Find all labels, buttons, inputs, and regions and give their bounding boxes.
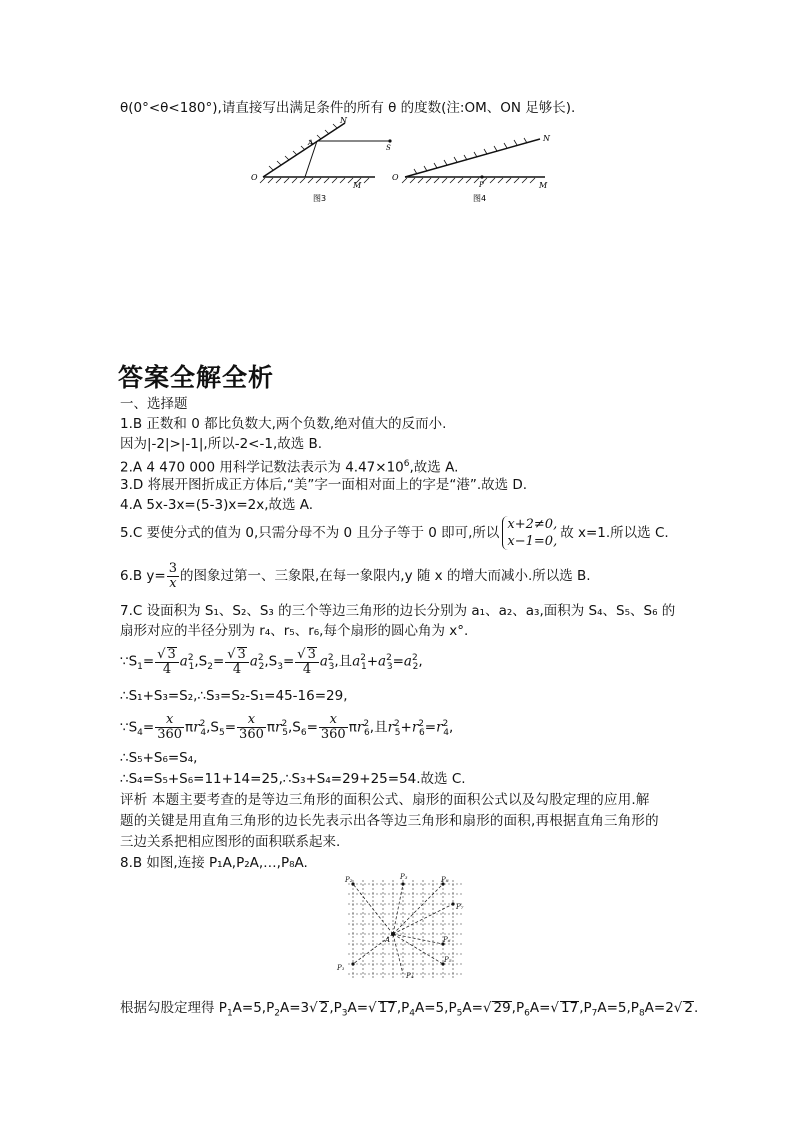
answer-2-tail: ,故选 A. (409, 459, 459, 476)
answer-5-system (502, 516, 557, 550)
section-title: 一、选择题 (120, 396, 188, 412)
figure-3-4 (245, 115, 565, 205)
grid-label-P8: P₈ (441, 876, 449, 884)
answer-5-tail: 故 x=1.所以选 C. (560, 525, 669, 541)
comment-line-2: 题的关键是用直角三角形的边长先表示出各等边三角形和扇形的面积,再根据直角三角形的 (120, 813, 659, 829)
answer-7-formula-areas: $\because S_1=$ $\frac{√ 3}{4}$ $a^2_1,S_2=$ $\frac{√ 3}{4}$ $a^2_2,S_3=$ $\frac{√ 3}{4}$ $a^2_3$,且$a^2_1+a^2_3=a^2_2$, (120, 646, 423, 677)
fraction-denominator: x (169, 575, 177, 591)
comment-line-3: 三边关系把相应图形的面积联系起来. (120, 834, 341, 850)
answer-1-line-1: 1.B 正数和 0 都比负数大,两个负数,绝对值大的反而小. (120, 416, 447, 432)
fig3-label-A: A (308, 139, 314, 147)
fig3-label-M: M (353, 181, 362, 190)
answer-6 (120, 558, 591, 594)
grid-label-P4: P₄ (406, 972, 414, 980)
system-row-2: x−1=0, (507, 534, 558, 549)
fig3-label-S: S (386, 144, 391, 152)
answer-7-line-1: 7.C 设面积为 S₁、S₂、S₃ 的三个等边三角形的边长分别为 a₁、a₂、a₃,面积为 S₄、S₅、S₆ 的 (120, 603, 676, 619)
system-row-1: x+2≠0, (507, 517, 558, 532)
fig4-label-P: P (479, 181, 484, 189)
fig4-label-M: M (539, 181, 548, 190)
fig4-label-N: N (543, 134, 550, 143)
grid-label-P2: P₂ (345, 876, 353, 884)
grid-label-P7: P₇ (456, 903, 464, 911)
grid-label-P6: P₆ (443, 936, 451, 944)
answer-8-line-2: 根据勾股定理得 $P_1A=5,P_2A=3√$ $2,P_3A=√$ $17,P_4A=5,P_5A=√$ $29,P_6A=√$ $17,P_7A=5,P_8A=2√$ 2. (120, 1000, 699, 1019)
figure-3 (251, 116, 392, 203)
answer-1-line-2: 因为|-2|>|-1|,所以-2<-1,故选 B. (120, 436, 323, 452)
grid-figure (333, 872, 483, 982)
answer-7-line-6: ∴S₅+S₆=S₄, (120, 750, 198, 766)
comment-line-1: 评析 本题主要考查的是等边三角形的面积公式、扇形的面积公式以及勾股定理的应用.解 (120, 792, 650, 808)
answer-7-formula-sectors: $\because S_4=$ $\frac{x}{360}$ $\pi r^2_4,S_5=$ $\frac{x}{360}$ $\pi r^2_5,S_6=$ $\frac{x}{360}$ $\pi r^2_6$,且$r^2_5+r^2_6=r^2_4$, (120, 712, 454, 742)
fig3-caption: 图3 (313, 194, 327, 203)
fraction-numerator: 3 (168, 560, 178, 576)
answer-5 (120, 514, 669, 552)
fig4-caption: 图4 (473, 194, 487, 203)
grid-label-A: A (385, 936, 391, 944)
fraction-3-over-x (167, 562, 179, 591)
answer-2-text: 2.A 4 470 000 用科学记数法表示为 4.47×10 (120, 459, 404, 476)
grid-label-P3: P₃ (400, 873, 408, 881)
fig3-label-N: N (340, 116, 347, 125)
answer-5-text: 5.C 要使分式的值为 0,只需分母不为 0 且分子等于 0 即可,所以 (120, 525, 500, 541)
page-heading: 答案全解全析 (118, 363, 275, 392)
answer-4: 4.A 5x-3x=(5-3)x=2x,故选 A. (120, 497, 314, 513)
answer-2-exponent: 6 (403, 459, 410, 469)
answer-6-text: 6.B y= (120, 568, 166, 584)
fig4-label-O: O (392, 173, 399, 182)
answer-7-line-4: ∴S₁+S₃=S₂,∴S₃=S₂-S₁=45-16=29, (120, 688, 348, 704)
answer-2 (120, 454, 458, 478)
answer-6-tail: 的图象过第一、三象限,在每一象限内,y 随 x 的增大而减小.所以选 B. (180, 568, 591, 584)
figure-4 (392, 134, 551, 203)
grid-label-P5: P₅ (444, 956, 452, 964)
grid-label-P1: P₁ (337, 964, 345, 972)
answer-7-line-7: ∴S₄=S₅+S₆=11+14=25,∴S₃+S₄=29+25=54.故选 C. (120, 771, 466, 787)
answer-3: 3.D 将展开图折成正方体后,“美”字一面相对面上的字是“港”.故选 D. (120, 477, 528, 493)
answer-8-line-1: 8.B 如图,连接 P₁A,P₂A,…,P₈A. (120, 855, 308, 871)
problem-text-line: θ(0°<θ<180°),请直接写出满足条件的所有 θ 的度数(注:OM、ON 足够长). (120, 100, 576, 116)
answer-7-line-2: 扇形对应的半径分别为 r₄、r₅、r₆,每个扇形的圆心角为 x°. (120, 623, 469, 639)
fig3-label-O: O (251, 173, 258, 182)
